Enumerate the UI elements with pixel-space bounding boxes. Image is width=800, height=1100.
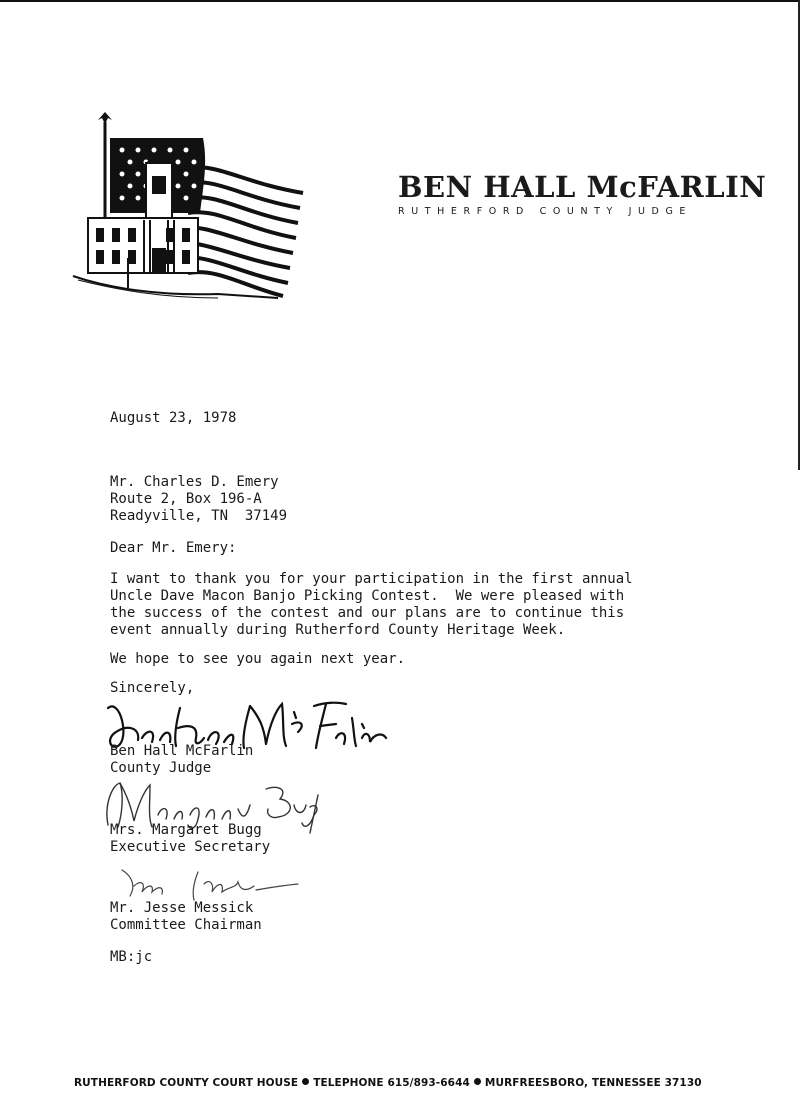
recipient-address-line: Mr. Charles D. Emery xyxy=(110,474,279,490)
bullet-icon xyxy=(474,1078,481,1085)
letter-date: August 23, 1978 xyxy=(110,410,237,426)
signatory-name: Mr. Jesse Messick xyxy=(110,900,254,916)
letterhead-title: RUTHERFORD COUNTY JUDGE xyxy=(398,206,693,217)
footer-address: RUTHERFORD COUNTY COURT HOUSE xyxy=(74,1077,299,1089)
signatory-title: Committee Chairman xyxy=(110,917,262,933)
body-line: Uncle Dave Macon Banjo Picking Contest. We were pleased with xyxy=(110,588,625,604)
bullet-icon xyxy=(302,1078,309,1085)
body-line: the success of the contest and our plans are to continue this xyxy=(110,605,625,621)
signatory-title: County Judge xyxy=(110,760,212,776)
letterhead-name: BEN HALL McFARLIN xyxy=(398,170,767,204)
signatory-title: Executive Secretary xyxy=(110,839,271,855)
signatory-name: Mrs. Margaret Bugg xyxy=(110,822,262,838)
footer-city: MURFREESBORO, TENNESSEE 37130 xyxy=(484,1077,702,1089)
closing-line: We hope to see you again next year. xyxy=(110,651,406,667)
signatory-name: Ben Hall McFarlin xyxy=(110,743,254,759)
scan-edge xyxy=(0,0,800,2)
sign-off: Sincerely, xyxy=(110,680,195,696)
footer-telephone: TELEPHONE 615/893-6644 xyxy=(313,1077,470,1089)
salutation: Dear Mr. Emery: xyxy=(110,540,237,556)
body-line: event annually during Rutherford County Heritage Week. xyxy=(110,622,566,638)
recipient-address-line: Readyville, TN 37149 xyxy=(110,508,288,524)
letterhead-footer xyxy=(74,1077,702,1089)
recipient-address-line: Route 2, Box 196-A xyxy=(110,491,262,507)
body-line: I want to thank you for your participation in the first annual xyxy=(110,571,633,587)
courthouse-flag-icon xyxy=(68,108,313,303)
signature-messick xyxy=(118,862,308,902)
typist-initials: MB:jc xyxy=(110,949,153,965)
